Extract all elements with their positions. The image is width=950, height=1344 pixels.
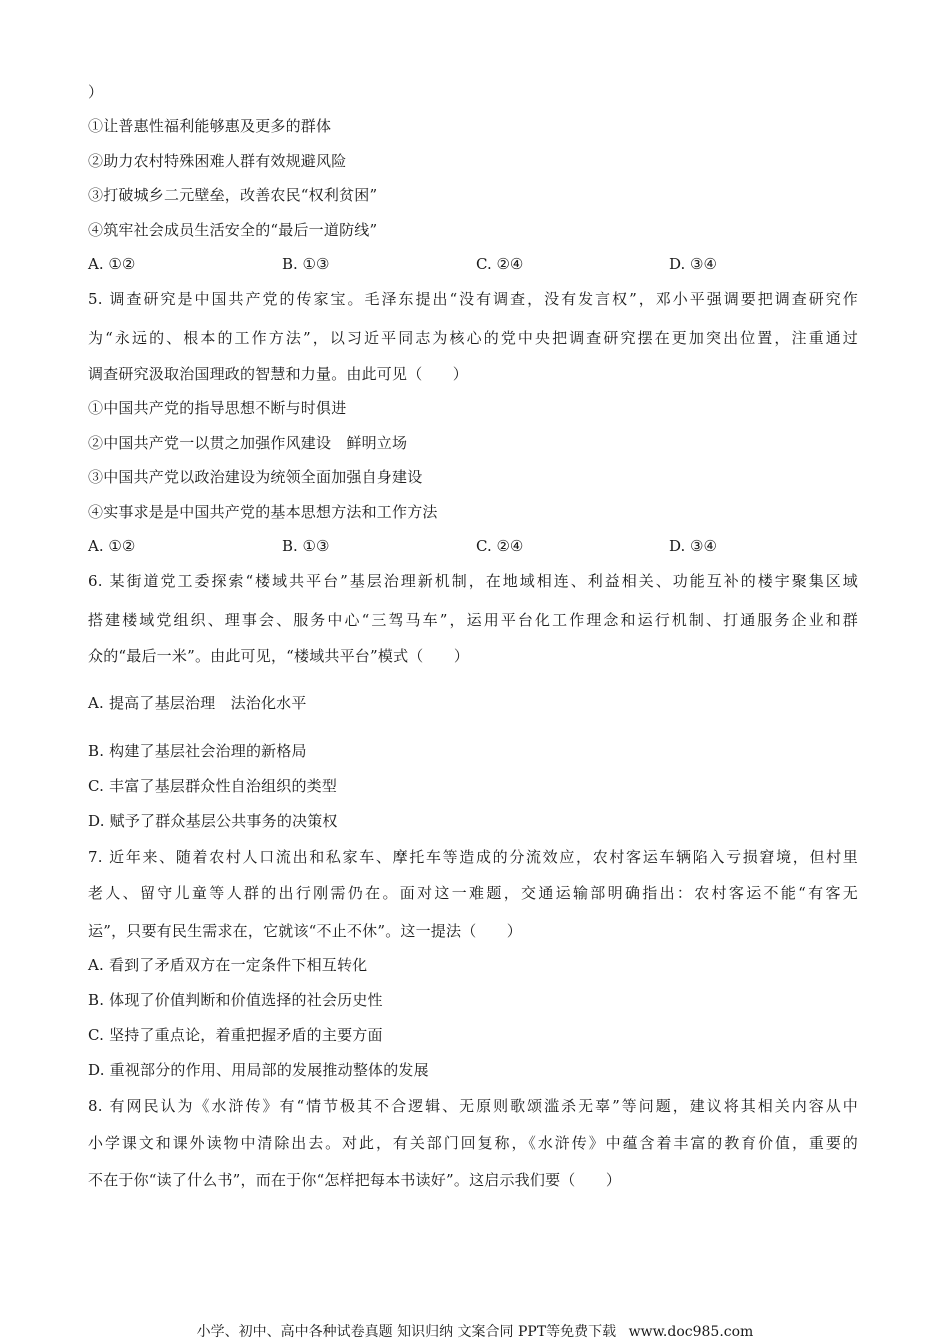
q8-stem-line-3: 不在于你“读了什么书”，而在于你“怎样把每本书读好”。这启示我们要（ ） (88, 1171, 622, 1189)
q5-item-3: ③中国共产党以政治建设为统领全面加强自身建设 (88, 468, 423, 486)
q7-option-d: D. 重视部分的作用、用局部的发展推动整体的发展 (88, 1061, 429, 1079)
q8-stem-line-2: 小学课文和课外读物中清除出去。对此，有关部门回复称，《水浒传》中蕴含着丰富的教育价值，重要的 (88, 1134, 858, 1152)
q4-item-1: ①让普惠性福利能够惠及更多的群体 (88, 117, 332, 135)
q4-paren-close: ） (88, 83, 104, 101)
q5-item-1: ①中国共产党的指导思想不断与时俱进 (88, 399, 347, 417)
q7-stem-line-3: 运”，只要有民生需求在，它就该“不止不休”。这一提法（ ） (88, 922, 523, 940)
q5-option-c: C. ②④ (476, 537, 524, 555)
q7-option-a: A. 看到了矛盾双方在一定条件下相互转化 (88, 956, 368, 974)
q6-stem-line-2: 搭建楼域党组织、理事会、服务中心“三驾马车”，运用平台化工作理念和运行机制、打通服务企业和群 (88, 611, 858, 629)
q5-option-b: B. ①③ (282, 537, 330, 555)
q5-stem-line-2: 为“永远的、根本的工作方法”，以习近平同志为核心的党中央把调查研究摆在更加突出位置，注重通过 (88, 329, 858, 347)
q6-stem-line-3: 众的“最后一米”。由此可见，“楼域共平台”模式（ ） (88, 647, 470, 665)
q6-option-c: C. 丰富了基层群众性自治组织的类型 (88, 777, 338, 795)
q4-option-b: B. ①③ (282, 255, 330, 273)
q6-option-a: A. 提高了基层治理 法治化水平 (88, 694, 307, 712)
q4-item-2: ②助力农村特殊困难人群有效规避风险 (88, 152, 347, 170)
q7-option-b: B. 体现了价值判断和价值选择的社会历史性 (88, 991, 383, 1009)
q6-stem-line-1: 6. 某街道党工委探索“楼域共平台”基层治理新机制，在地域相连、利益相关、功能互补的楼宇聚集区域 (88, 572, 858, 590)
q6-option-b: B. 构建了基层社会治理的新格局 (88, 742, 307, 760)
q5-item-2: ②中国共产党一以贯之加强作风建设 鲜明立场 (88, 434, 408, 452)
q4-item-4: ④筑牢社会成员生活安全的“最后一道防线” (88, 221, 378, 239)
q5-stem-line-3: 调查研究汲取治国理政的智慧和力量。由此可见（ ） (88, 365, 469, 383)
footer-text: 小学、初中、高中各种试卷真题 知识归纳 文案合同 PPT等免费下载 (196, 1324, 617, 1340)
q4-option-c: C. ②④ (476, 255, 524, 273)
footer-url-link[interactable]: www.doc985.com (628, 1324, 754, 1340)
q6-option-d: D. 赋予了群众基层公共事务的决策权 (88, 812, 338, 830)
q7-option-c: C. 坚持了重点论，着重把握矛盾的主要方面 (88, 1026, 383, 1044)
q5-item-4: ④实事求是是中国共产党的基本思想方法和工作方法 (88, 503, 438, 521)
q4-option-d: D. ③④ (669, 255, 717, 273)
q5-option-d: D. ③④ (669, 537, 717, 555)
q8-stem-line-1: 8. 有网民认为《水浒传》有“情节极其不合逻辑、无原则歌颂滥杀无辜”等问题，建议将其相关内容从中 (88, 1097, 858, 1115)
q7-stem-line-1: 7. 近年来、随着农村人口流出和私家车、摩托车等造成的分流效应，农村客运车辆陷入亏损窘境，但村里 (88, 848, 858, 866)
page-footer (0, 1323, 950, 1341)
q5-stem-line-1: 5. 调查研究是中国共产党的传家宝。毛泽东提出“没有调查，没有发言权”，邓小平强调要把调查研究作 (88, 290, 858, 308)
q4-option-a: A. ①② (88, 255, 136, 273)
q4-item-3: ③打破城乡二元壁垒，改善农民“权利贫困” (88, 186, 378, 204)
q5-option-a: A. ①② (88, 537, 136, 555)
q7-stem-line-2: 老人、留守儿童等人群的出行刚需仍在。面对这一难题，交通运输部明确指出：农村客运不能“有客无 (88, 884, 858, 902)
